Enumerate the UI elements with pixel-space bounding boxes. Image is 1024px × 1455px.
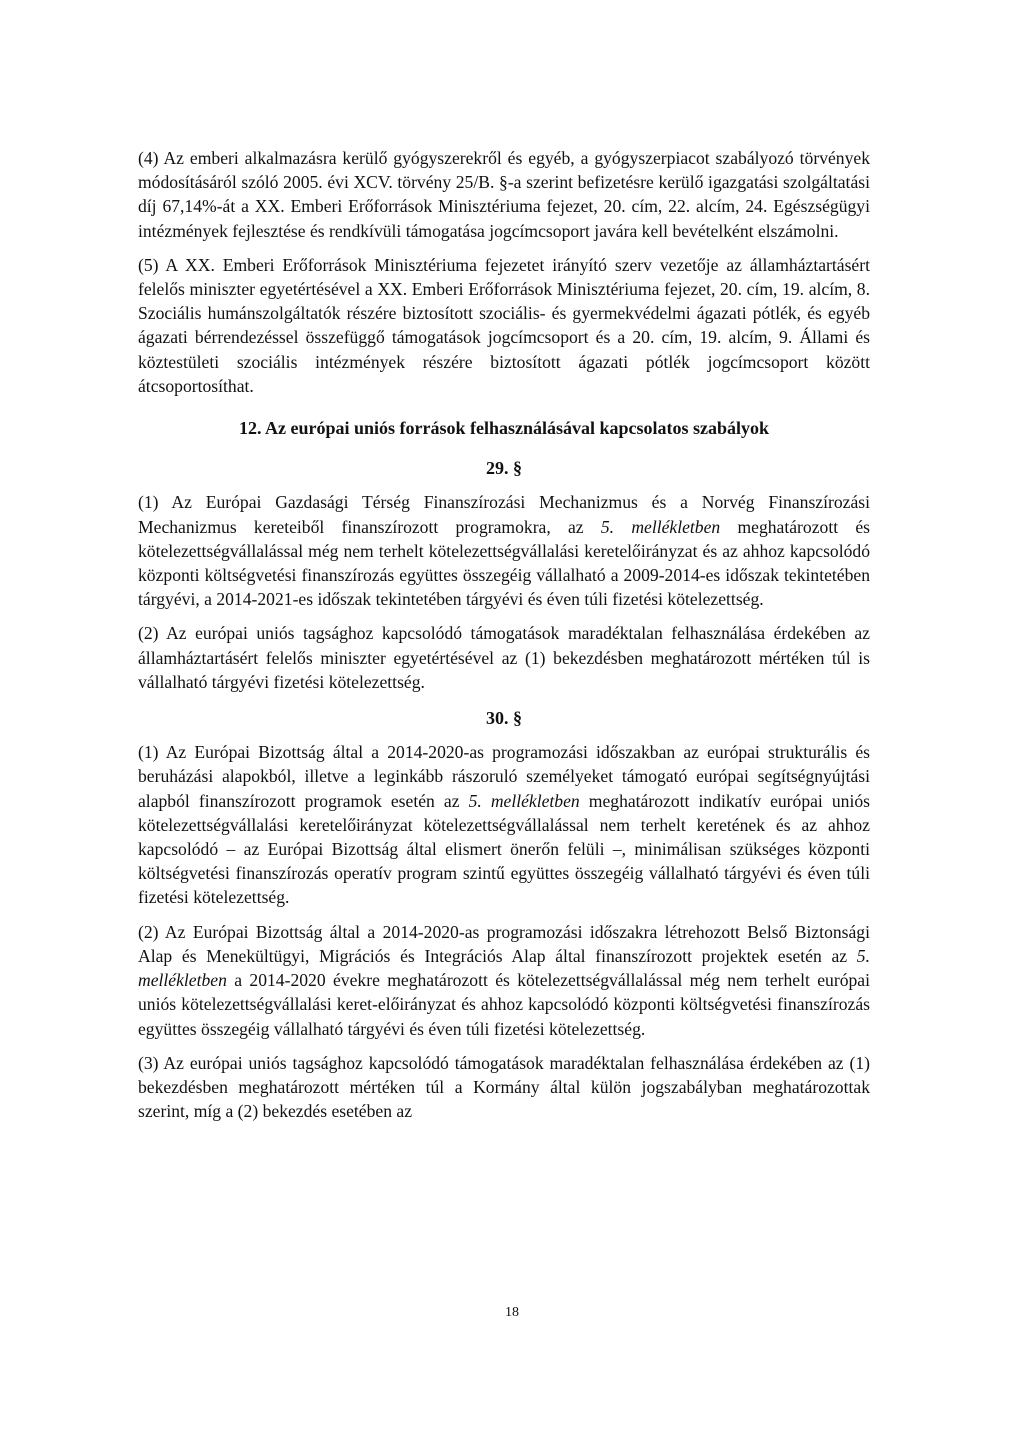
paragraph-29-1-text-a: (1) Az Európai Gazdasági Térség Finanszírozási Mechanizmus és a Norvég Finanszírozási Mechanizmus kereteiből finanszírozott programokra, az	[138, 492, 870, 537]
paragraph-29-1	[138, 490, 870, 611]
paragraph-30-1-text-b: meghatározott indikatív európai uniós kötelezettségvállalási keretelőirányzat kötelezettségvállalással nem terhelt keretének és az ahhoz kapcsolódó – az Európai Bizottság által elismert önerőn felüli –, minimálisan szükséges központi költségvetési finanszírozás operatív program szintű együttes összegéig vállalható tárgyévi és éven túli fizetési kötelezettség.	[138, 790, 870, 908]
annex-reference: 5. mellékletben	[600, 516, 721, 537]
paragraph-30-2-text-a: (2) Az Európai Bizottság által a 2014-2020-as programozási időszakra létrehozott Belső Biztonsági Alap és Menekültügyi, Migrációs és Integrációs Alap által finanszírozott projektek esetén az	[138, 921, 870, 966]
paragraph-28-4: (4) Az emberi alkalmazásra kerülő gyógyszerekről és egyéb, a gyógyszerpiacot szabályozó törvények módosításáról szóló 2005. évi XCV. törvény 25/B. §-a szerint befizetésre kerülő igazgatási szolgáltatási díj 67,14%-át a XX. Emberi Erőforrások Minisztériuma fejezet, 20. cím, 22. alcím, 24. Egészségügyi intézmények fejlesztése és rendkívüli támogatása jogcímcsoport javára kell bevételként elszámolni.	[138, 148, 870, 241]
section-30-heading: 30. §	[486, 708, 522, 729]
paragraph-30-2-text-b: a 2014-2020 évekre meghatározott és kötelezettségvállalással még nem terhelt európai uniós kötelezettségvállalási keret-előirányzat és ahhoz kapcsolódó központi költségvetési finanszírozás együttes összegéig vállalható tárgyévi és éven túli fizetési kötelezettség.	[138, 970, 870, 1039]
page-number: 18	[505, 1305, 519, 1320]
document-page	[138, 146, 870, 1133]
paragraph-30-1	[138, 740, 870, 909]
paragraph-29-2: (2) Az európai uniós tagsághoz kapcsolódó támogatások maradéktalan felhasználása érdekében az államháztartásért felelős miniszter egyetértésével az (1) bekezdésben meghatározott mértéken túl is vállalható tárgyévi fizetési kötelezettség.	[138, 623, 870, 692]
paragraph-30-1-text-a: (1) Az Európai Bizottság által a 2014-2020-as programozási időszakban az európai strukturális és beruházási alapokból, illetve a leginkább rászoruló személyeket támogató európai segítségnyújtási alapból finanszírozott programok esetén az	[138, 742, 870, 811]
paragraph-30-3: (3) Az európai uniós tagsághoz kapcsolódó támogatások maradéktalan felhasználása érdekében az (1) bekezdésben meghatározott mértéken túl a Kormány által külön jogszabályban meghatározottak szerint, míg a (2) bekezdés esetében az	[138, 1052, 870, 1122]
paragraph-29-1-text-b: meghatározott és kötelezettségvállalással még nem terhelt kötelezettségvállalási keretelőirányzat és az ahhoz kapcsolódó központi költségvetési finanszírozás együttes összegéig vállalható a 2009-2014-es időszak tekintetében tárgyévi, a 2014-2021-es időszak tekintetében tárgyévi és éven túli fizetési kötelezettség.	[138, 516, 870, 610]
chapter-title: 12. Az európai uniós források felhasználásával kapcsolatos szabályok	[238, 418, 770, 439]
annex-reference: 5. mellékletben	[138, 945, 870, 991]
annex-reference: 5. mellékletben	[468, 790, 580, 811]
paragraph-30-2	[138, 920, 870, 1041]
section-29-heading: 29. §	[486, 458, 522, 479]
paragraph-28-5: (5) A XX. Emberi Erőforrások Minisztériuma fejezetet irányító szerv vezetője az államháztartásért felelős miniszter egyetértésével a XX. Emberi Erőforrások Minisztériuma fejezet, 20. cím, 19. alcím, 8. Szociális humánszolgáltatók részére biztosított szociális- és gyermekvédelmi ágazati pótlék, és egyéb ágazati bérrendezéssel összefüggő támogatások jogcímcsoport és a 20. cím, 19. alcím, 9. Állami és köztestületi szociális intézmények részére biztosított ágazati pótlék jogcímcsoport között átcsoportosíthat.	[138, 254, 870, 396]
